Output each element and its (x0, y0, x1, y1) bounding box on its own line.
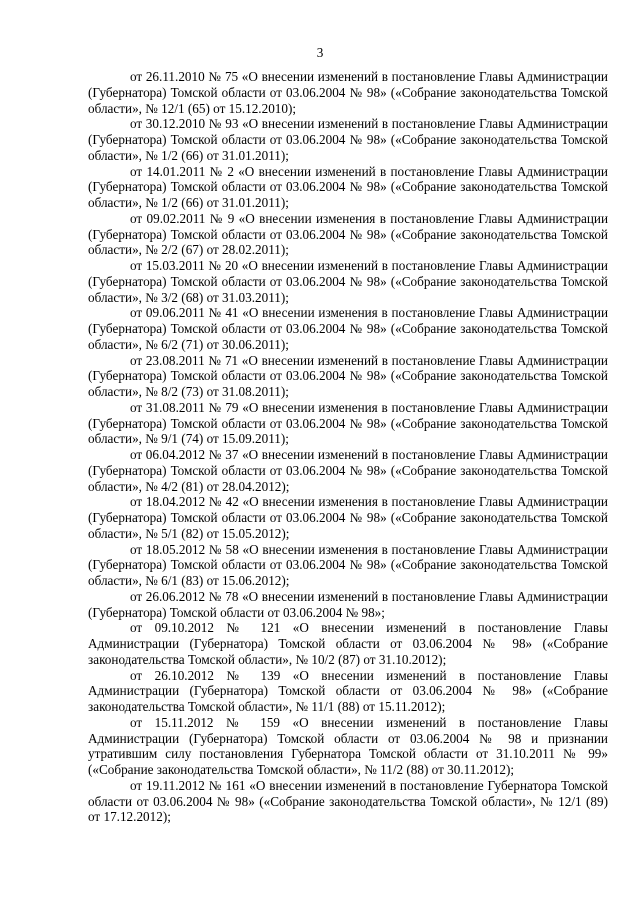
amendment-paragraph: от 15.11.2012 № 159 «О внесении изменений в постановление Главы Администрации (Губернатора) Томской области от 03.06.2004 № 98 и признании утратившим силу постановления Губернатора Томской области от 31.10.2011 № 99» («Собрание законодательства Томской области», № 11/2 (88) от 30.11.2012); (88, 714, 608, 777)
amendment-paragraph: от 26.10.2012 № 139 «О внесении изменений в постановление Главы Администрации (Губернатора) Томской области от 03.06.2004 № 98» («Собрание законодательства Томской области», № 11/1 (88) от 15.11.2012); (88, 667, 608, 714)
amendment-paragraph: от 09.10.2012 № 121 «О внесении изменений в постановление Главы Администрации (Губернатора) Томской области от 03.06.2004 № 98» («Собрание законодательства Томской области», № 10/2 (87) от 31.10.2012); (88, 620, 608, 667)
amendment-paragraph: от 14.01.2011 № 2 «О внесении изменений в постановление Главы Администрации (Губернатора) Томской области от 03.06.2004 № 98» («Собрание законодательства Томской области», № 1/2 (66) от 31.01.2011); (88, 163, 608, 210)
amendment-paragraph: от 30.12.2010 № 93 «О внесении изменений в постановление Главы Администрации (Губернатора) Томской области от 03.06.2004 № 98» («Собрание законодательства Томской области», № 1/2 (66) от 31.01.2011); (88, 116, 608, 163)
amendment-paragraph: от 31.08.2011 № 79 «О внесении изменения в постановление Главы Администрации (Губернатора) Томской области от 03.06.2004 № 98» («Собрание законодательства Томской области», № 9/1 (74) от 15.09.2011); (88, 399, 608, 447)
amendment-paragraph: от 18.04.2012 № 42 «О внесении изменения в постановление Главы Администрации (Губернатора) Томской области от 03.06.2004 № 98» («Собрание законодательства Томской области», № 5/1 (82) от 15.05.2012); (88, 494, 608, 541)
amendment-paragraph: от 26.06.2012 № 78 «О внесении изменений в постановление Главы Администрации (Губернатора) Томской области от 03.06.2004 № 98»; (88, 588, 608, 620)
amendment-paragraph: от 19.11.2012 № 161 «О внесении изменений в постановление Губернатора Томской области от 03.06.2004 № 98» («Собрание законодательства Томской области», № 12/1 (89) от 17.12.2012); (88, 777, 608, 825)
amendment-paragraph: от 23.08.2011 № 71 «О внесении изменений в постановление Главы Администрации (Губернатора) Томской области от 03.06.2004 № 98» («Собрание законодательства Томской области», № 8/2 (73) от 31.08.2011); (88, 352, 608, 399)
amendment-paragraph: от 06.04.2012 № 37 «О внесении изменений в постановление Главы Администрации (Губернатора) Томской области от 03.06.2004 № 98» («Собрание законодательства Томской области», № 4/2 (81) от 28.04.2012); (88, 447, 608, 494)
page-number: 3 (316, 45, 324, 60)
amendment-paragraph: от 09.06.2011 № 41 «О внесении изменения в постановление Главы Администрации (Губернатора) Томской области от 03.06.2004 № 98» («Собрание законодательства Томской области», № 6/2 (71) от 30.06.2011); (88, 305, 608, 352)
amendment-paragraph: от 26.11.2010 № 75 «О внесении изменений в постановление Главы Администрации (Губернатора) Томской области от 03.06.2004 № 98» («Собрание законодательства Томской области», № 12/1 (65) от 15.12.2010); (88, 69, 608, 116)
amendment-paragraph: от 18.05.2012 № 58 «О внесении изменения в постановление Главы Администрации (Губернатора) Томской области от 03.06.2004 № 98» («Собрание законодательства Томской области», № 6/1 (83) от 15.06.2012); (88, 541, 608, 588)
amendment-paragraph: от 15.03.2011 № 20 «О внесении изменений в постановление Главы Администрации (Губернатора) Томской области от 03.06.2004 № 98» («Собрание законодательства Томской области», № 3/2 (68) от 31.03.2011); (88, 258, 608, 305)
amendments-list (88, 69, 608, 825)
amendment-paragraph: от 09.02.2011 № 9 «О внесении изменения в постановление Главы Администрации (Губернатора) Томской области от 03.06.2004 № 98» («Собрание законодательства Томской области», № 2/2 (67) от 28.02.2011); (88, 210, 608, 258)
